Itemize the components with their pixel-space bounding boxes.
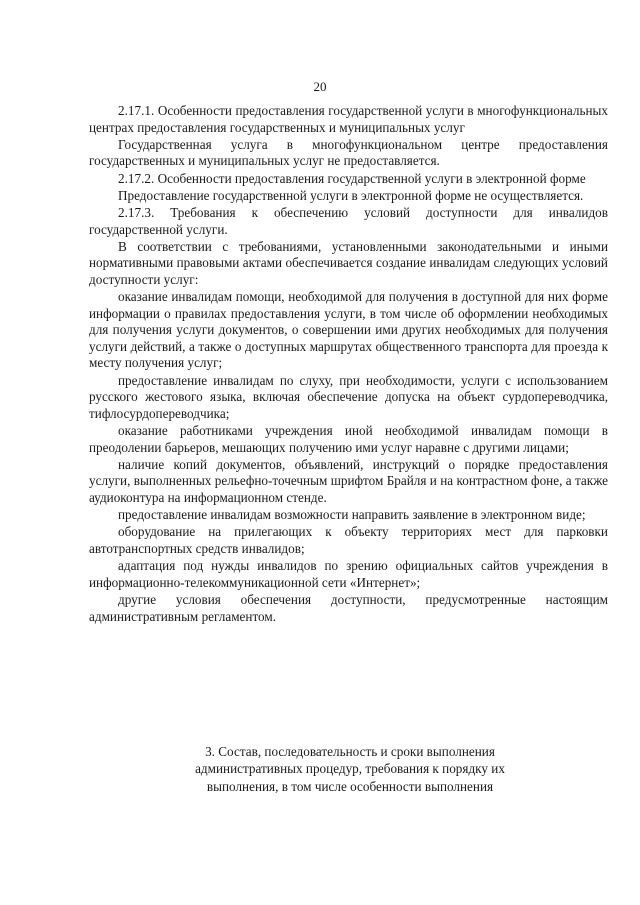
list-item-sign-language: предоставление инвалидам по слуху, при необходимости, услуги с использованием русского жестового языка, включая обеспечение допуска на объект сурдопереводчика, тифлосурдопереводчика; (89, 372, 608, 421)
section-heading-line: выполнения, в том числе особенности выполнения (206, 778, 494, 794)
section-3-heading (150, 743, 550, 795)
list-item-website-adaptation: адаптация под нужды инвалидов по зрению официальных сайтов учреждения в информационно-телекоммуникационной сети «Интернет»; (89, 558, 608, 590)
document-body (89, 103, 608, 626)
paragraph-mfc-not-provided: Государственная услуга в многофункциональном центре предоставления государственных и муниципальных услуг не предоставляется. (89, 136, 608, 169)
paragraph-2-17-1-heading: 2.17.1. Особенности предоставления государственной услуги в многофункциональных центрах предоставления государственных и муниципальных услуг (89, 103, 608, 135)
list-item-staff-help: оказание работниками учреждения иной необходимой инвалидам помощи в преодолении барьеров, мешающих получению ими услуг наравне с другими лицами; (89, 423, 608, 455)
list-item-electronic-application: предоставление инвалидам возможности направить заявление в электронном виде; (118, 507, 586, 523)
paragraph-electronic-not-provided: Предоставление государственной услуги в электронной форме не осуществляется. (118, 187, 584, 203)
page-number: 20 (313, 79, 327, 94)
list-item-parking: оборудование на прилегающих к объекту территориях мест для парковки автотранспортных средств инвалидов; (89, 524, 608, 556)
section-heading-line: административных процедур, требования к порядку их (195, 761, 505, 777)
list-item-assistance: оказание инвалидам помощи, необходимой для получения в доступной для них форме информации о правилах предоставления услуги, в том числе об оформлении необходимых для получения услуги документов, о совершении ими других необходимых для получения услуги действий, а также о доступных маршрутах общественного транспорта для проезда к месту получения услуг; (89, 289, 608, 371)
paragraph-accessibility-intro: В соответствии с требованиями, установленными законодательными и иными нормативными правовыми актами обеспечивается создание инвалидам следующих условий доступности услуг: (89, 238, 608, 287)
list-item-other-conditions: другие условия обеспечения доступности, предусмотренные настоящим административным регламентом. (89, 591, 608, 624)
paragraph-2-17-2-heading: 2.17.2. Особенности предоставления государственной услуги в электронной форме (118, 170, 586, 186)
list-item-braille-documents: наличие копий документов, объявлений, инструкций о порядке предоставления услуги, выполненных рельефно-точечным шрифтом Брайля и на контрастном фоне, а также аудиоконтура на информационном стенде. (89, 456, 608, 505)
paragraph-2-17-3-heading: 2.17.3. Требования к обеспечению условий доступности для инвалидов государственной услуги. (89, 204, 608, 237)
section-heading-line: 3. Состав, последовательность и сроки выполнения (205, 744, 495, 759)
